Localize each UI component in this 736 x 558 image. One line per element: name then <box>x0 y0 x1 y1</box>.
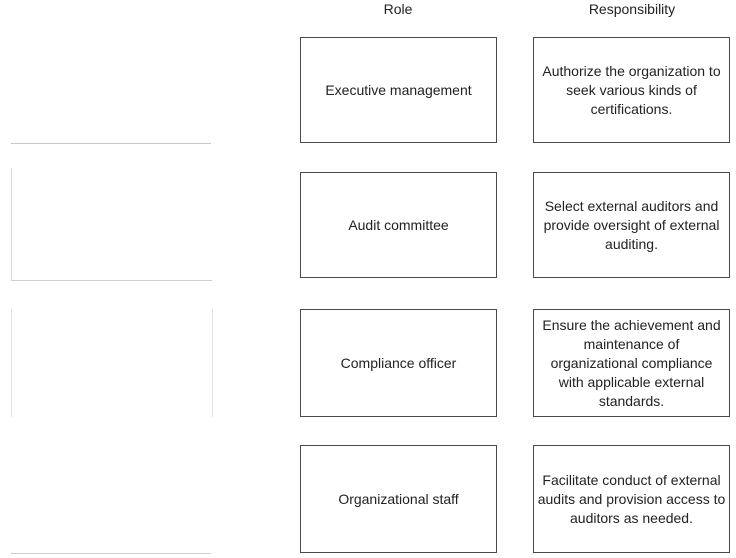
responsibility-card-4 <box>533 445 730 553</box>
answer-drop-target-4[interactable] <box>11 440 211 554</box>
role-card-executive-management[interactable] <box>300 37 497 143</box>
role-card-compliance-officer[interactable] <box>300 309 497 417</box>
responsibility-card-2 <box>533 172 730 278</box>
role-card-label: Executive management <box>325 81 472 98</box>
responsibility-text: Ensure the achievement and maintenance of organizational compliance with applicable external standards. <box>542 316 721 409</box>
role-card-label: Audit committee <box>348 216 449 233</box>
responsibility-text: Select external auditors and provide oversight of external auditing. <box>543 197 720 252</box>
role-card-audit-committee[interactable] <box>300 172 497 278</box>
role-card-organizational-staff[interactable] <box>300 445 497 553</box>
responsibility-card-3 <box>533 309 730 417</box>
answer-drop-target-1[interactable] <box>11 33 211 144</box>
role-column-header: Role <box>383 1 413 17</box>
answer-drop-target-2[interactable] <box>11 168 212 281</box>
responsibility-text: Authorize the organization to seek various kinds of certifications. <box>542 62 721 117</box>
responsibility-column-header: Responsibility <box>588 1 676 17</box>
role-card-label: Compliance officer <box>340 354 457 371</box>
responsibility-text: Facilitate conduct of external audits and provision access to auditors as needed. <box>537 471 726 526</box>
role-card-label: Organizational staff <box>338 490 459 507</box>
answer-drop-target-3[interactable] <box>11 309 213 417</box>
responsibility-card-1 <box>533 37 730 143</box>
